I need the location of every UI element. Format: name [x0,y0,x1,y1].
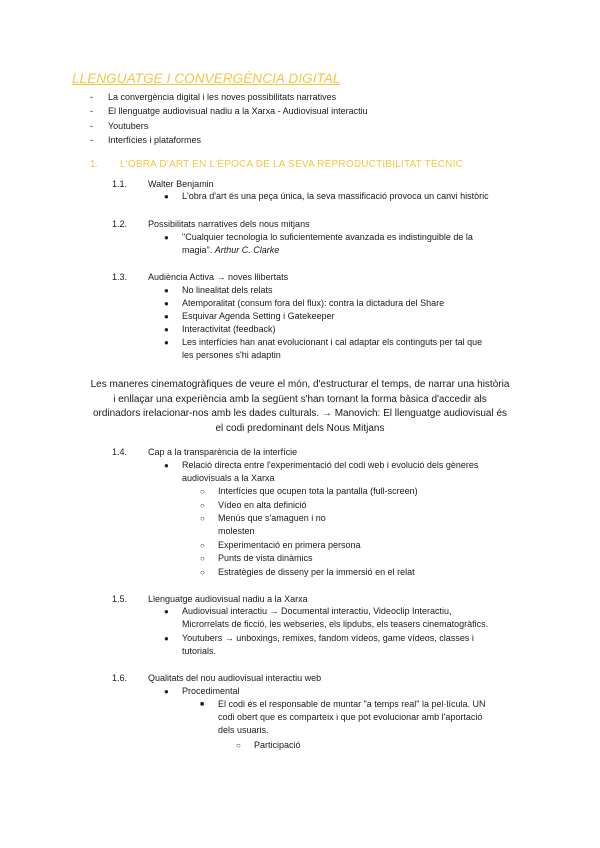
subsection-number: 1.2. [112,219,128,229]
body-paragraph [72,378,528,436]
quote-author: Arthur C. Clarke [214,245,280,255]
sub-bullet-item [200,539,361,552]
sub-bullet-item [236,739,301,752]
list-item [90,104,368,118]
bullet-text: Procedimental [182,686,240,696]
square-marker: ■ [200,701,205,708]
sub-bullet-item [200,499,307,512]
ring-marker: ○ [200,501,205,510]
bullet-text: Punts de vista dinàmics [218,553,313,563]
bullet-text: Audiovisual interactiu → Documental interactiu, Videoclip Interactiu, [182,606,452,616]
bullet-item [164,284,273,297]
sub-bullet-item [200,566,415,579]
list-item-text: Interfícies i plataformes [108,134,202,145]
dash-marker: - [90,106,93,117]
subsection-number: 1.1. [112,179,128,189]
subsection-title: Llenguatge audiovisual nadiu a la Xarxa [148,594,308,604]
subsection-heading [112,446,297,458]
dash-marker: - [90,92,93,102]
bullet-item [164,336,483,362]
bullet-marker: ● [164,461,169,470]
bullet-text: Experimentació en primera persona [218,540,361,550]
subsection-heading [112,178,214,190]
ring-marker: ○ [236,741,241,750]
bullet-text: "Cualquier tecnología lo suficientemente avanzada es indistinguible de la [182,232,473,242]
bullet-marker: ● [164,687,169,696]
bullet-marker: ● [164,325,169,334]
bullet-marker: ● [164,192,169,201]
sub-bullet-item [200,512,326,538]
bullet-text: Menús que s'amaguen i no [218,513,326,523]
ring-marker: ○ [200,541,205,550]
subsection-heading [112,271,288,283]
bullet-text: Les interfícies han anat evolucionant i cal adaptar els continguts per tal que [182,337,483,347]
ring-marker: ○ [200,568,205,577]
quote-end: magia". [182,245,213,255]
bullet-marker: ● [164,634,169,643]
square-bullet-item [200,698,486,737]
bullet-item [164,685,240,698]
list-item-text: El llenguatge audiovisual nadiu a la Xarxa - Audiovisual interactiu [108,106,368,117]
bullet-item [164,605,489,631]
bullet-text: Esquivar Agenda Setting i Gatekeeper [182,311,335,321]
ring-marker: ○ [200,514,205,523]
subsection-number: 1.4. [112,447,128,457]
bullet-marker: ● [164,312,169,321]
paragraph-line: ordinadors irelacionar-nos amb les dades culturals. → Manovich: El llenguatge audiovisual és [92,408,508,419]
section-number: 1. [90,159,99,170]
bullet-text: dels usuaris. [218,725,269,735]
subsection-title: Possibilitats narratives dels nous mitjans [148,219,310,229]
bullet-item [164,310,335,323]
bullet-text: Relació directa entre l'experimentació del codi web i evolució dels gèneres [182,460,479,470]
bullet-text: Interfícies que ocupen tota la pantalla (full-screen) [218,486,418,496]
ring-marker: ○ [200,487,205,496]
subsection-title: Audiència Activa → noves llibertats [148,272,289,282]
page-title: LLENGUATGE I CONVERGÈNCIA DIGITAL [72,71,341,86]
list-item-text: La convergència digital i les noves possibilitats narratives [108,92,337,102]
bullet-marker: ● [164,299,169,308]
bullet-text: Atemporalitat (consum fora del flux): contra la dictadura del Share [182,298,445,308]
paragraph-line: i enllaçar una experiència amb la següent s'han tornant la forma bàsica d'accedir als [113,393,487,405]
section-heading [90,159,463,170]
bullet-text: Vídeo en alta definició [218,500,307,510]
bullet-text: Microrrelats de ficció, les webseries, els lipdubs, els teasers cinematogràfics. [182,619,489,629]
sub-bullet-item [200,485,418,498]
section-title: L'OBRA D'ART EN L'ÈPOCA DE LA SEVA REPRODUCTIBILITAT TÈCNIC [120,159,463,170]
subsection-heading [112,218,310,230]
bullet-item [164,297,445,310]
bullet-item [164,323,276,336]
subsection-title: Walter Benjamin [148,179,214,189]
subsection-number: 1.5. [112,594,128,604]
dash-marker: - [90,134,93,145]
paragraph-line: el codi predominant dels Nous Mitjans [215,422,385,434]
subsection-number: 1.3. [112,272,128,282]
bullet-item [164,459,479,485]
ring-marker: ○ [200,554,205,563]
subsection-number: 1.6. [112,673,128,683]
bullet-text [182,244,473,257]
bullet-item [164,231,473,257]
bullet-text: Estratègies de disseny per la immersió en el relat [218,567,415,577]
list-item-text: Youtubers [108,120,149,131]
bullet-marker: ● [164,607,169,616]
bullet-text: Youtubers → unboxings, remixes, fandom vídeos, game vídeos, classes i [182,633,474,643]
list-item [90,90,368,104]
sub-bullet-item [200,552,313,565]
bullet-text: No linealitat dels relats [182,285,273,295]
bullet-marker: ● [164,286,169,295]
paragraph-line: Les maneres cinematogràfiques de veure el món, d'estructurar el temps, de narrar una història [90,379,510,390]
subsection-title: Cap a la transparència de la interfície [148,447,298,457]
bullet-text: audiovisuals a la Xarxa [182,473,275,483]
bullet-item [164,632,474,658]
bullet-item [164,190,489,203]
bullet-text: Participació [254,740,301,750]
bullet-text: L'obra d'art és una peça única, la seva massificació provoca un canvi històric [182,191,489,201]
subsection-heading [112,672,321,684]
bullet-text: tutorials. [182,646,217,656]
list-item [90,133,368,147]
bullet-marker: ● [164,338,169,347]
subsection-title: Qualitats del nou audiovisual interactiu web [148,673,322,683]
bullet-text: Interactivitat (feedback) [182,324,276,334]
dash-marker: - [90,120,93,131]
bullet-text: El codi és el responsable de muntar "a temps real" la pel·lícula. UN [218,699,486,709]
subsection-heading [112,593,308,605]
bullet-text: codi obert que es comparteix i que pot evolucionar amb l'aportació [218,712,483,722]
bullet-marker: ● [164,233,169,242]
bullet-text: les persones s'hi adaptin [182,350,281,360]
intro-list [90,90,368,147]
list-item [90,119,368,133]
bullet-text: molesten [218,526,255,536]
